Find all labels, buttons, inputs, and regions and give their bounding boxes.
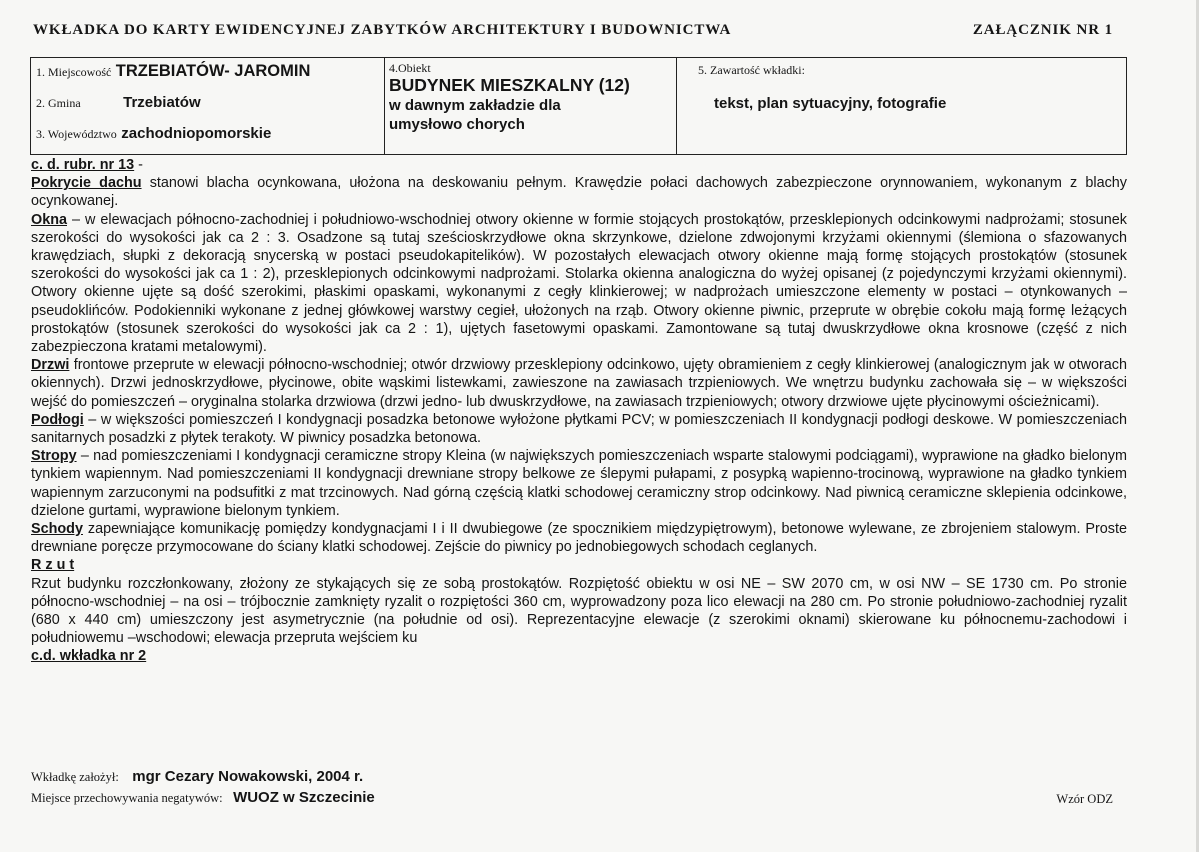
locality-row — [36, 62, 310, 81]
next-insert-line — [31, 647, 1127, 665]
document-title: WKŁADKA DO KARTY EWIDENCYJNEJ ZABYTKÓW ARCHITEKTURY I BUDOWNICTWA — [33, 22, 732, 38]
author-label: Wkładkę założył: — [31, 770, 119, 784]
storage-label: Miejsce przechowywania negatywów: — [31, 791, 223, 805]
info-table — [30, 57, 1127, 155]
windows-paragraph: Okna – w elewacjach północno-zachodniej i południowo-wschodniej otwory okienne w formie stojących prostokątów, przesklepionych odcinkowymi nadprożami; stosunek szerokości do wysokości jak ca 2 : 3. Osadzone są tutaj sześcioskrzydłowe okna skrzynkowe, dzielone zdwojonymi krzyżami okiennymi (ślemiona o sfazowanych krawędziach, słupki z dekoracją snycerską w postaci pseudokapitelików). W pozostałych elewacjach otwory okienne mają formę stojących prostokątów (stosunek szerokości do wysokości jak ca 1 : 2), przesklepionych odcinkowymi nadprożami. Stolarka okienna analogiczna do wyżej opisanej (z pojedynczymi krzyżami okiennymi). Otwory okienne ujęte są dość szerokimi, płaskimi opaskami, wykonanymi z cegły klinkierowej; w nadprożach umieszczone elementy w postaci – otynkowanych – pseudoklińców. Podokienniki wykonane z jednej główkowej warstwy cegieł, ułożonych na rząb. Otwory okienne piwnic, przeprute w obrębie cokołu mają formę leżących prostokątów (stosunek szerokości do wysokości jak ca 2 : 1), ujętych fasetowymi opaskami. Zamontowane są tutaj dwuskrzydłowe okna krosnowe (część z nich zabezpieczona kratami metalowymi). — [31, 211, 1127, 356]
author-value: mgr Cezary Nowakowski, 2004 r. — [132, 768, 364, 785]
object-label: 4.Obiekt — [389, 61, 431, 75]
plan-paragraph: Rzut budynku rozczłonkowany, złożony ze stykających się ze sobą prostokątów. Rozpiętość obiektu w osi NE – SW 2070 cm, w osi NW – SE 1730 cm. Po stronie północno-wschodniej – na osi – trójbocznie zamknięty ryzalit o rozpiętości 360 cm, wyprowadzony poza lico elewacji na 280 cm. Po stronie południowo-zachodniej ryzalit (680 x 440 cm) umieszczony jest asymetrycznie (na południe od osi). Reprezentacyjne elewacje (z szerokimi oknami) skierowane ku północnemu-zachodowi i południowemu –wschodowi; elewacja przepruta wejściem ku — [31, 575, 1127, 647]
storage-row — [31, 789, 375, 807]
author-row — [31, 768, 363, 786]
contents-label: 5. Zawartość wkładki: — [698, 63, 805, 77]
stairs-heading: Schody — [31, 521, 83, 538]
commune-value: Trzebiatów — [123, 94, 201, 111]
locality-value: TRZEBIATÓW- JAROMIN — [115, 62, 311, 80]
floors-heading: Podłogi — [31, 411, 84, 428]
voivodeship-row — [36, 125, 271, 143]
annex-number: ZAŁĄCZNIK NR 1 — [972, 22, 1113, 38]
doors-heading: Drzwi — [31, 357, 70, 374]
contents-cell — [698, 63, 946, 112]
description-body — [31, 156, 1127, 666]
ceilings-heading: Stropy — [31, 448, 77, 465]
object-subtitle-1: w dawnym zakładzie dla — [389, 97, 561, 114]
doors-paragraph: Drzwi frontowe przeprute w elewacji północno-wschodniej; otwór drzwiowy przesklepiony odcinkowo, ujęty obramieniem z cegły klinkierowej (analogicznym jak w otworach okiennych). Drzwi jednoskrzydłowe, płycinowe, obite wąskimi listewkami, zawieszone na zawiasach trzpieniowych. We wnętrzu budynku zachowała się – w większości wejść do pomieszczeń – oryginalna stolarka drzwiowa (drzwi jedno- lub dwuskrzydłowe, na zawiasach trzpieniowych; otwory drzwiowe ujęte płycinowymi ościeżnicami). — [31, 357, 1127, 410]
continuation-line: c. d. rubr. nr 13 - — [31, 157, 143, 173]
plan-heading-line — [31, 556, 1127, 574]
object-subtitle-2: umysłowo chorych — [389, 116, 525, 133]
plan-heading: R z u t — [31, 557, 75, 574]
table-divider — [676, 58, 677, 154]
template-label: Wzór ODZ — [1056, 792, 1113, 806]
stairs-paragraph: Schody zapewniające komunikację pomiędzy kondygnacjami I i II dwubiegowe (ze spocznikiem międzypiętrowym), betonowe wylewane, ze zbrojeniem stalowym. Proste drewniane poręcze przymocowane do ściany klatki schodowej. Zejście do piwnicy po jednobiegowych schodach ceglanych. — [31, 521, 1127, 556]
voivodeship-value: zachodniopomorskie — [121, 125, 272, 142]
storage-value: WUOZ w Szczecinie — [233, 789, 375, 806]
object-title: BUDYNEK MIESZKALNY (12) — [389, 75, 630, 95]
roof-heading: Pokrycie dachu — [31, 175, 142, 192]
table-divider — [384, 58, 385, 154]
continuation-heading: c. d. rubr. nr 13 — [31, 157, 135, 173]
contents-value: tekst, plan sytuacyjny, fotografie — [714, 95, 947, 112]
commune-row — [36, 94, 201, 112]
object-cell — [389, 61, 630, 134]
next-insert-heading: c.d. wkładka nr 2 — [31, 648, 147, 665]
windows-heading: Okna — [31, 211, 67, 228]
voivodeship-label: 3. Województwo — [36, 127, 117, 141]
commune-label: 2. Gmina — [36, 96, 81, 110]
ceilings-paragraph: Stropy – nad pomieszczeniami I kondygnacji ceramiczne stropy Kleina (w największych pomieszczeniach wsparte stalowymi podciągami), wyprawione na gładko bielonym tynkiem wapiennym. Nad pomieszczeniami II kondygnacji drewniane stropy belkowe ze ślepymi pułapami, z posypką wapienno-trocinową, wyprawione na gładko tynkiem wapiennym zarzuconymi na podsufitki z mat trzcinowych. Nad górną częścią klatki schodowej ceramiczny strop odcinkowy. Nad piwnicą ceramiczne sklepienia odcinkowe, dzielone gurtami, wyprawione bielonym tynkiem. — [31, 448, 1127, 519]
floors-paragraph: Podłogi – w większości pomieszczeń I kondygnacji posadzka betonowe wyłożone płytkami PCV; w pomieszczeniach II kondygnacji podłogi deskowe. W pomieszczeniach sanitarnych posadzki z płytek terakoty. W piwnicy posadzka betonowa. — [31, 411, 1127, 447]
locality-label: 1. Miejscowość — [36, 65, 112, 79]
roof-paragraph: Pokrycie dachu stanowi blacha ocynkowana, ułożona na deskowaniu pełnym. Krawędzie połaci dachowych zabezpieczone orynnowaniem, wykonanym z blachy ocynkowanej. — [31, 175, 1127, 210]
